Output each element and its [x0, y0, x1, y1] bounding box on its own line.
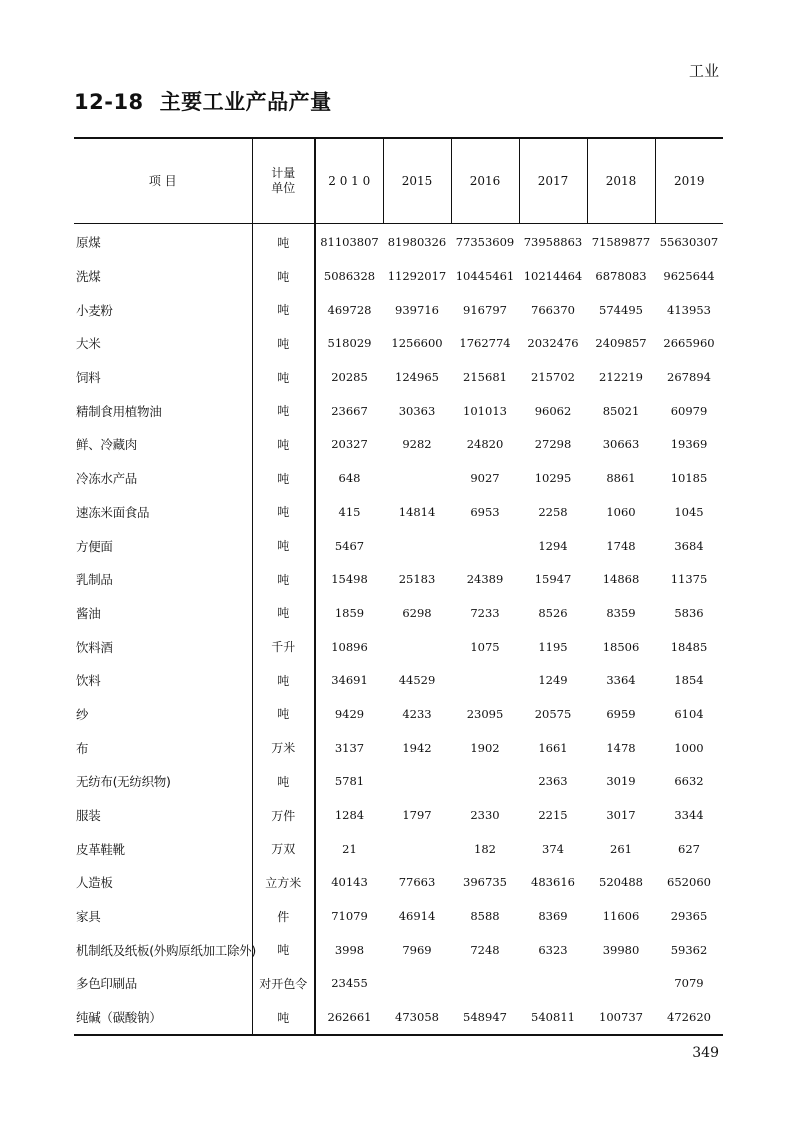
row-value: 212219: [599, 370, 643, 385]
row-item-name: 家具: [74, 899, 252, 933]
row-value: 5467: [334, 538, 365, 553]
row-value: 2665960: [663, 336, 715, 351]
column-header-year: 2016: [451, 138, 519, 223]
row-value: 3344: [674, 808, 704, 823]
row-value: 18506: [602, 639, 640, 654]
row-value: 6298: [402, 605, 432, 620]
row-unit: 吨: [252, 428, 315, 462]
row-value: 60979: [670, 403, 708, 418]
column-header-year: 2018: [587, 138, 655, 223]
table-row: [74, 967, 723, 1001]
row-value: 1075: [470, 639, 500, 654]
row-unit: 吨: [252, 562, 315, 596]
row-value: 8588: [470, 909, 500, 924]
row-value: 14814: [398, 504, 436, 519]
row-item-name: 方便面: [74, 529, 252, 563]
table-row: [74, 293, 723, 327]
row-unit: 吨: [252, 596, 315, 630]
row-value: 20285: [331, 370, 368, 385]
row-value: 7079: [674, 976, 704, 991]
row-value: 1045: [674, 504, 704, 519]
row-unit: 吨: [252, 394, 315, 428]
row-value: 15498: [331, 572, 368, 587]
row-item-name: 多色印刷品: [74, 967, 252, 1001]
row-value: [451, 765, 519, 799]
row-unit: 吨: [252, 663, 315, 697]
row-item-name: 饮料酒: [74, 630, 252, 664]
row-unit: 吨: [252, 293, 315, 327]
row-value: 96062: [534, 403, 572, 418]
row-unit: 吨: [252, 259, 315, 293]
row-unit: 吨: [252, 223, 315, 259]
row-unit: 立方米: [252, 866, 315, 900]
row-unit: 件: [252, 899, 315, 933]
row-value: 413953: [667, 302, 711, 317]
row-value: 39980: [602, 942, 640, 957]
row-value: 24820: [466, 437, 504, 452]
table-row: [74, 461, 723, 495]
row-value: 77353609: [455, 235, 515, 250]
table-row: [74, 259, 723, 293]
row-value: [383, 461, 451, 495]
row-value: 6323: [538, 942, 568, 957]
header-row: [74, 138, 723, 223]
row-value: 6878083: [595, 269, 647, 284]
table-row: [74, 866, 723, 900]
row-value: 10295: [534, 471, 572, 486]
row-value: 40143: [331, 875, 368, 890]
row-unit: 万米: [252, 731, 315, 765]
row-item-name: 酱油: [74, 596, 252, 630]
row-value: 1942: [402, 740, 432, 755]
row-value: 101013: [463, 403, 507, 418]
row-value: 5086328: [323, 269, 376, 284]
row-value: [383, 630, 451, 664]
row-value: 215681: [463, 370, 507, 385]
row-value: 540811: [519, 1000, 587, 1035]
row-value: 7248: [470, 942, 500, 957]
row-item-name: 服装: [74, 798, 252, 832]
row-value: 472620: [655, 1000, 723, 1035]
unit-header-line1: 计量: [271, 165, 296, 180]
table-row: [74, 765, 723, 799]
row-value: 1249: [538, 673, 568, 688]
row-value: 81980326: [387, 235, 447, 250]
row-value: 6959: [606, 706, 636, 721]
row-value: 5781: [334, 774, 365, 789]
row-value: 396735: [463, 875, 507, 890]
row-value: 648: [338, 471, 361, 486]
row-value: 1797: [402, 808, 432, 823]
row-item-name: 皮革鞋靴: [74, 832, 252, 866]
row-value: 6632: [674, 774, 704, 789]
row-item-name: 机制纸及纸板(外购原纸加工除外): [74, 933, 252, 967]
row-value: 1854: [674, 673, 704, 688]
row-value: 59362: [670, 942, 708, 957]
row-value: 2258: [538, 504, 568, 519]
row-value: 483616: [531, 875, 575, 890]
page-title: [74, 86, 332, 116]
row-value: 11292017: [387, 269, 447, 284]
table-row: [74, 731, 723, 765]
row-value: [587, 967, 655, 1001]
column-header-year: 2 0 1 0: [315, 138, 383, 223]
row-value: 548947: [451, 1000, 519, 1035]
column-header-item: 项 目: [74, 138, 252, 223]
row-item-name: 洗煤: [74, 259, 252, 293]
row-value: 6953: [470, 504, 500, 519]
row-item-name: 布: [74, 731, 252, 765]
row-value: 1748: [606, 538, 636, 553]
table-row: [74, 223, 723, 259]
row-value: [451, 663, 519, 697]
page-number: 349: [692, 1045, 719, 1061]
row-value: 1859: [334, 605, 365, 620]
row-value: 1762774: [459, 336, 511, 351]
row-value: 1902: [470, 740, 500, 755]
row-item-name: 纱: [74, 697, 252, 731]
production-table: [74, 137, 723, 1036]
row-unit: 吨: [252, 495, 315, 529]
row-value: 215702: [531, 370, 575, 385]
row-unit: 万双: [252, 832, 315, 866]
row-item-name: 纯碱（碳酸钠）: [74, 1000, 252, 1035]
row-item-name: 饲料: [74, 360, 252, 394]
column-header-unit: [252, 138, 315, 223]
table-title: 主要工业产品产量: [159, 90, 332, 114]
row-value: 1195: [538, 639, 568, 654]
table-row: [74, 663, 723, 697]
row-value: 10445461: [455, 269, 515, 284]
column-header-year: 2015: [383, 138, 451, 223]
row-value: 182: [474, 841, 496, 856]
row-value: [451, 967, 519, 1001]
row-item-name: 无纺布(无纺织物): [74, 765, 252, 799]
row-unit: 吨: [252, 697, 315, 731]
column-header-year: 2019: [655, 138, 723, 223]
row-value: 3137: [334, 740, 365, 755]
table-row: [74, 933, 723, 967]
row-value: 262661: [315, 1000, 383, 1035]
row-value: 100737: [587, 1000, 655, 1035]
row-value: 19369: [670, 437, 708, 452]
table-row: [74, 428, 723, 462]
row-item-name: 冷冻水产品: [74, 461, 252, 495]
table-row: [74, 394, 723, 428]
table-body: [74, 223, 723, 1035]
row-item-name: 原煤: [74, 223, 252, 259]
row-item-name: 鲜、冷藏肉: [74, 428, 252, 462]
row-unit: 吨: [252, 765, 315, 799]
row-value: 5836: [674, 605, 704, 620]
row-value: 1478: [606, 740, 636, 755]
section-tag: 工业: [688, 62, 719, 80]
table-row: [74, 529, 723, 563]
row-value: 77663: [398, 875, 436, 890]
row-value: 9625644: [663, 269, 715, 284]
row-value: 3017: [606, 808, 636, 823]
row-value: 3684: [674, 538, 704, 553]
row-value: [519, 967, 587, 1001]
row-value: 46914: [398, 909, 436, 924]
row-value: 2363: [538, 774, 568, 789]
row-value: 34691: [331, 673, 368, 688]
row-value: 3364: [606, 673, 636, 688]
table-row: [74, 495, 723, 529]
row-unit: 万件: [252, 798, 315, 832]
row-value: 25183: [398, 572, 436, 587]
row-value: 1000: [674, 740, 704, 755]
row-value: 7969: [402, 942, 432, 957]
row-value: [383, 529, 451, 563]
row-value: 2409857: [595, 336, 647, 351]
row-value: 24389: [466, 572, 504, 587]
row-value: 374: [542, 841, 564, 856]
row-value: 415: [338, 504, 361, 519]
row-item-name: 人造板: [74, 866, 252, 900]
row-value: 6104: [674, 706, 704, 721]
row-value: 23095: [466, 706, 504, 721]
row-value: 8861: [606, 471, 636, 486]
row-value: 652060: [667, 875, 711, 890]
table-row: [74, 327, 723, 361]
row-value: 20575: [534, 706, 572, 721]
row-value: [383, 967, 451, 1001]
table-row: [74, 798, 723, 832]
row-value: 518029: [327, 336, 372, 351]
table-number: 12-18: [74, 90, 144, 114]
row-value: [451, 529, 519, 563]
row-value: 81103807: [320, 235, 379, 250]
row-value: 71079: [331, 909, 368, 924]
row-value: 1256600: [391, 336, 443, 351]
row-value: 18485: [670, 639, 708, 654]
row-item-name: 精制食用植物油: [74, 394, 252, 428]
row-value: 21: [342, 841, 357, 856]
row-value: 627: [678, 841, 700, 856]
row-value: 1284: [334, 808, 365, 823]
row-item-name: 小麦粉: [74, 293, 252, 327]
row-item-name: 大米: [74, 327, 252, 361]
row-value: 14868: [602, 572, 640, 587]
row-value: 10896: [331, 639, 368, 654]
row-unit: 吨: [252, 461, 315, 495]
row-value: 261: [610, 841, 632, 856]
row-value: 8369: [538, 909, 568, 924]
row-value: 2032476: [527, 336, 579, 351]
row-value: 520488: [599, 875, 643, 890]
row-value: 939716: [395, 302, 439, 317]
unit-header-line2: 单位: [271, 180, 296, 195]
row-value: 23455: [331, 976, 368, 991]
row-item-name: 乳制品: [74, 562, 252, 596]
row-value: 8359: [606, 605, 636, 620]
row-value: 9429: [334, 706, 365, 721]
column-header-year: 2017: [519, 138, 587, 223]
row-value: 4233: [402, 706, 432, 721]
row-value: 11375: [670, 572, 708, 587]
row-value: 30663: [602, 437, 640, 452]
row-value: 2215: [538, 808, 568, 823]
row-unit: 吨: [252, 529, 315, 563]
row-value: 469728: [327, 302, 372, 317]
row-value: 916797: [463, 302, 507, 317]
row-unit: 吨: [252, 327, 315, 361]
table-row: [74, 899, 723, 933]
row-value: 1294: [538, 538, 568, 553]
table-row: [74, 562, 723, 596]
row-value: 9027: [470, 471, 500, 486]
row-value: 23667: [331, 403, 368, 418]
row-value: 2330: [470, 808, 500, 823]
row-value: 27298: [534, 437, 572, 452]
row-item-name: 速冻米面食品: [74, 495, 252, 529]
row-value: [383, 832, 451, 866]
table-row: [74, 360, 723, 394]
table-row: [74, 832, 723, 866]
row-value: 124965: [395, 370, 439, 385]
row-value: 574495: [599, 302, 643, 317]
row-value: 85021: [602, 403, 640, 418]
row-unit: 千升: [252, 630, 315, 664]
row-unit: 对开色令: [252, 967, 315, 1001]
row-value: 9282: [402, 437, 432, 452]
row-value: 15947: [534, 572, 572, 587]
row-value: 10185: [670, 471, 708, 486]
row-value: 29365: [670, 909, 708, 924]
row-value: 11606: [602, 909, 640, 924]
row-value: 20327: [331, 437, 368, 452]
row-value: 71589877: [591, 235, 651, 250]
row-value: 7233: [470, 605, 500, 620]
row-value: 473058: [383, 1000, 451, 1035]
row-value: 30363: [398, 403, 436, 418]
row-value: [383, 765, 451, 799]
row-value: 8526: [538, 605, 568, 620]
table-row: [74, 596, 723, 630]
row-value: 1060: [606, 504, 636, 519]
row-value: 1661: [538, 740, 568, 755]
table-row: [74, 1000, 723, 1035]
row-value: 766370: [531, 302, 575, 317]
row-value: 55630307: [659, 235, 719, 250]
table-row: [74, 630, 723, 664]
row-value: 10214464: [523, 269, 583, 284]
row-value: 3998: [334, 942, 365, 957]
row-value: 267894: [667, 370, 711, 385]
row-value: 44529: [398, 673, 436, 688]
table-row: [74, 697, 723, 731]
row-value: 3019: [606, 774, 636, 789]
row-unit: 吨: [252, 360, 315, 394]
row-unit: 吨: [252, 1000, 315, 1035]
row-unit: 吨: [252, 933, 315, 967]
row-value: 73958863: [523, 235, 583, 250]
row-item-name: 饮料: [74, 663, 252, 697]
